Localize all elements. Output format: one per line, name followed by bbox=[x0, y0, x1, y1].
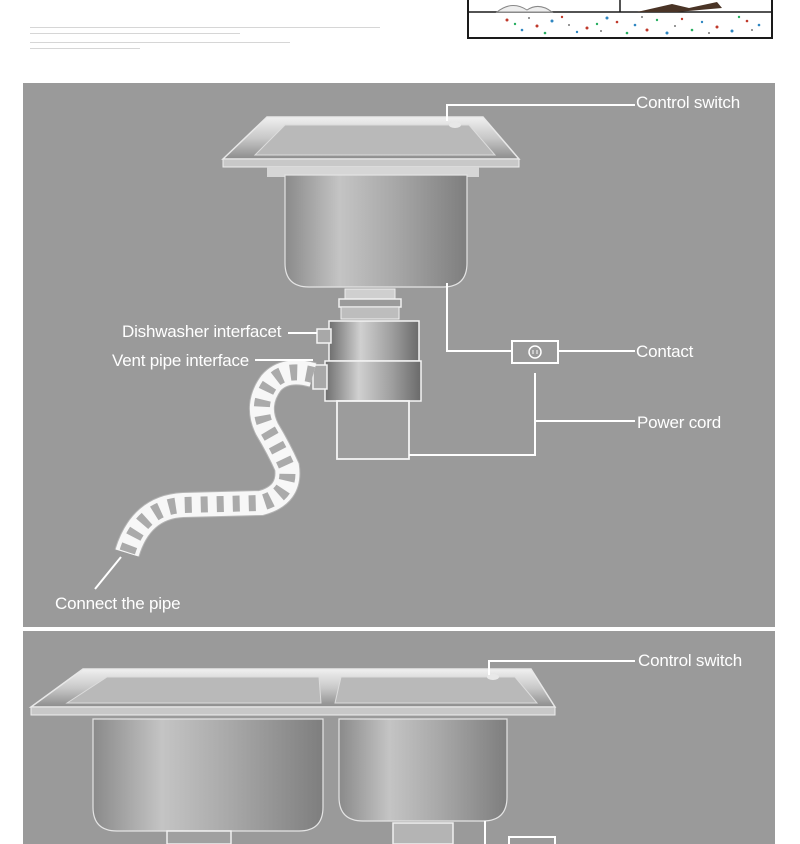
label-power-cord: Power cord bbox=[637, 413, 721, 432]
double-kitchen-sink bbox=[31, 669, 555, 831]
wall-outlet-icon bbox=[509, 837, 555, 844]
faint-text-line bbox=[30, 33, 240, 34]
faint-text-line bbox=[30, 48, 140, 49]
double-sink-diagram-panel bbox=[23, 631, 775, 844]
debris-block-illustration bbox=[467, 0, 777, 42]
header-strip bbox=[0, 0, 800, 80]
faint-text-line bbox=[30, 42, 290, 43]
label-vent-pipe-interface: Vent pipe interface bbox=[112, 351, 250, 370]
label-dishwasher-interface: Dishwasher interfacet bbox=[122, 322, 282, 341]
wall-outlet-icon bbox=[512, 341, 558, 363]
label-connect-pipe: Connect the pipe bbox=[55, 594, 181, 613]
garbage-disposer bbox=[313, 289, 421, 459]
label-control-switch: Control switch bbox=[638, 651, 742, 670]
label-contact: Contact bbox=[636, 342, 694, 361]
single-sink-diagram-panel bbox=[23, 83, 775, 627]
kitchen-sink bbox=[223, 117, 519, 287]
faint-text-line bbox=[30, 27, 380, 28]
label-control-switch: Control switch bbox=[636, 93, 740, 112]
drain-pipe bbox=[127, 372, 313, 553]
